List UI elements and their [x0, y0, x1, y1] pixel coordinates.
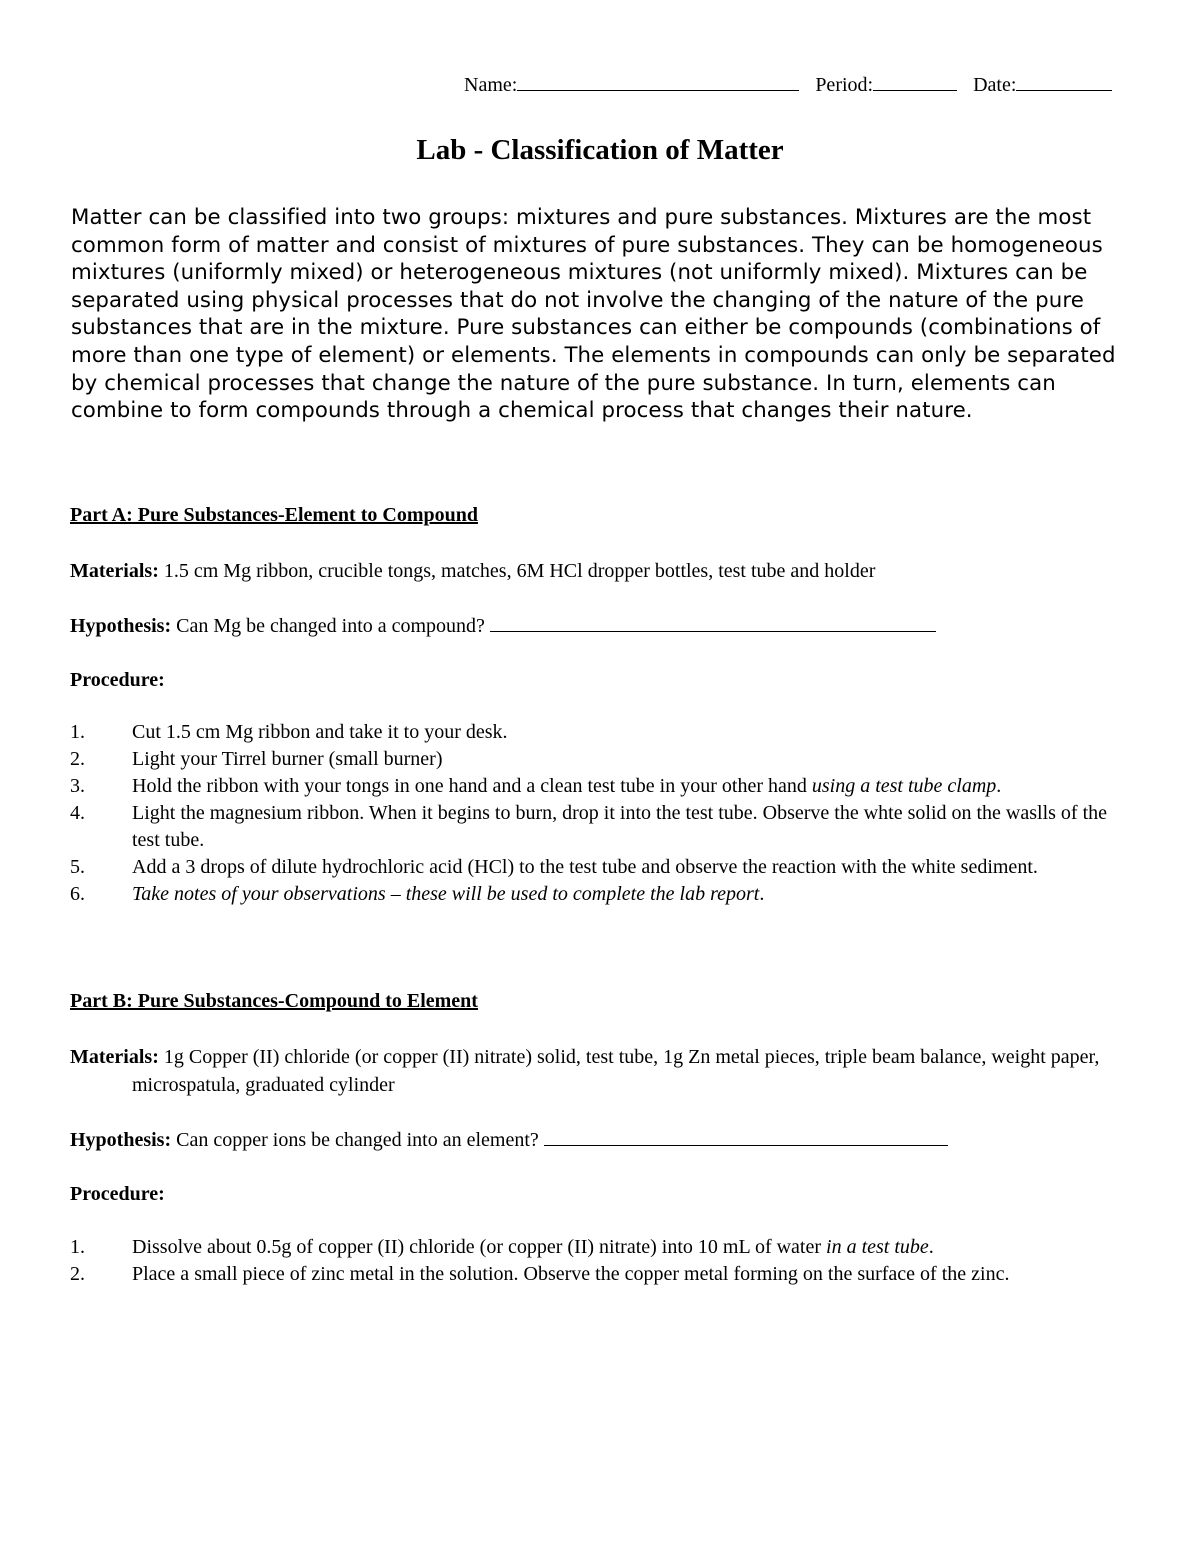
step-text: Light the magnesium ribbon. When it begins to burn, drop it into the test tube. Observe the whte solid on the waslls of the test tube. [132, 802, 1108, 851]
hypothesis-label: Hypothesis: [70, 615, 172, 637]
part-b-procedure-label [70, 1180, 1140, 1208]
step-text-tail: . [996, 775, 1002, 797]
part-a-procedure-label [70, 666, 1140, 694]
list-item [70, 773, 1130, 800]
materials-text: 1g Copper (II) chloride (or copper (II) nitrate) solid, test tube, 1g Zn metal pieces, triple beam balance, weight paper, microspatula, graduated cylinder [132, 1046, 1100, 1096]
step-number: 3. [70, 775, 85, 797]
materials-label: Materials: [70, 1046, 159, 1068]
hypothesis-answer-field[interactable] [544, 1127, 948, 1146]
part-b-heading: Part B: Pure Substances-Compound to Element [70, 990, 478, 1012]
part-a-hypothesis [70, 612, 1140, 640]
name-label: Name: [464, 74, 518, 96]
period-label: Period: [815, 74, 874, 96]
step-number: 6. [70, 883, 85, 905]
procedure-label: Procedure: [70, 1183, 165, 1205]
part-a-heading: Part A: Pure Substances-Element to Compound [70, 504, 478, 526]
step-text: Dissolve about 0.5g of copper (II) chloride (or copper (II) nitrate) into 10 mL of water [132, 1236, 827, 1258]
step-number: 4. [70, 802, 85, 824]
step-number: 2. [70, 1263, 85, 1285]
list-item [70, 800, 1130, 854]
part-b-steps [70, 1234, 1130, 1288]
step-text-tail: . [759, 883, 765, 905]
name-field[interactable] [517, 72, 799, 91]
period-field[interactable] [873, 72, 957, 91]
date-field[interactable] [1016, 72, 1112, 91]
part-a-steps [70, 719, 1130, 908]
materials-label: Materials: [70, 560, 159, 582]
step-text: Place a small piece of zinc metal in the solution. Observe the copper metal forming on the surface of the zinc. [132, 1263, 1010, 1285]
step-text: Add a 3 drops of dilute hydrochloric acid (HCl) to the test tube and observe the reaction with the white sediment. [132, 856, 1038, 878]
step-number: 1. [70, 1236, 85, 1258]
step-text: Light your Tirrel burner (small burner) [132, 748, 443, 770]
step-text-italic: Take notes of your observations – these will be used to complete the lab report [132, 883, 760, 905]
date-label: Date: [973, 74, 1017, 96]
step-text-italic: in a test tube [826, 1236, 929, 1258]
hypothesis-text: Can Mg be changed into a compound? [171, 615, 490, 637]
part-a-materials [70, 557, 1140, 585]
list-item [70, 1234, 1130, 1261]
student-info-line [464, 72, 1144, 97]
step-text-italic: using a test tube clamp [811, 775, 997, 797]
step-text: Hold the ribbon with your tongs in one hand and a clean test tube in your other hand [132, 775, 812, 797]
list-item [70, 719, 1130, 746]
step-number: 1. [70, 721, 85, 743]
step-number: 5. [70, 856, 85, 878]
list-item [70, 881, 1130, 908]
page-title: Lab - Classification of Matter [416, 134, 784, 166]
hypothesis-text: Can copper ions be changed into an element? [171, 1129, 544, 1151]
materials-text: 1.5 cm Mg ribbon, crucible tongs, matches, 6M HCl dropper bottles, test tube and holder [158, 560, 876, 582]
step-number: 2. [70, 748, 85, 770]
list-item [70, 746, 1130, 773]
list-item [70, 1261, 1130, 1288]
intro-paragraph: Matter can be classified into two groups: mixtures and pure substances. Mixtures are the most common form of matter and consist of mixtures of pure substances. They can be homogeneous mixtures (uniformly mixed) or heterogeneous mixtures (not uniformly mixed). Mixtures can be separated using physical processes that do not involve the changing of the nature of the pure substances that are in the mixture. Pure substances can either be compounds (combinations of more than one type of element) or elements. The elements in compounds can only be separated by chemical processes that change the nature of the pure substance. In turn, elements can combine to form compounds through a chemical process that changes their nature. [71, 205, 1116, 424]
part-b-materials [70, 1043, 1200, 1099]
step-text: Cut 1.5 cm Mg ribbon and take it to your desk. [132, 721, 508, 743]
part-b-hypothesis [70, 1126, 1140, 1154]
list-item [70, 854, 1130, 881]
hypothesis-label: Hypothesis: [70, 1129, 172, 1151]
hypothesis-answer-field[interactable] [490, 613, 936, 632]
step-text-tail: . [928, 1236, 934, 1258]
procedure-label: Procedure: [70, 669, 165, 691]
